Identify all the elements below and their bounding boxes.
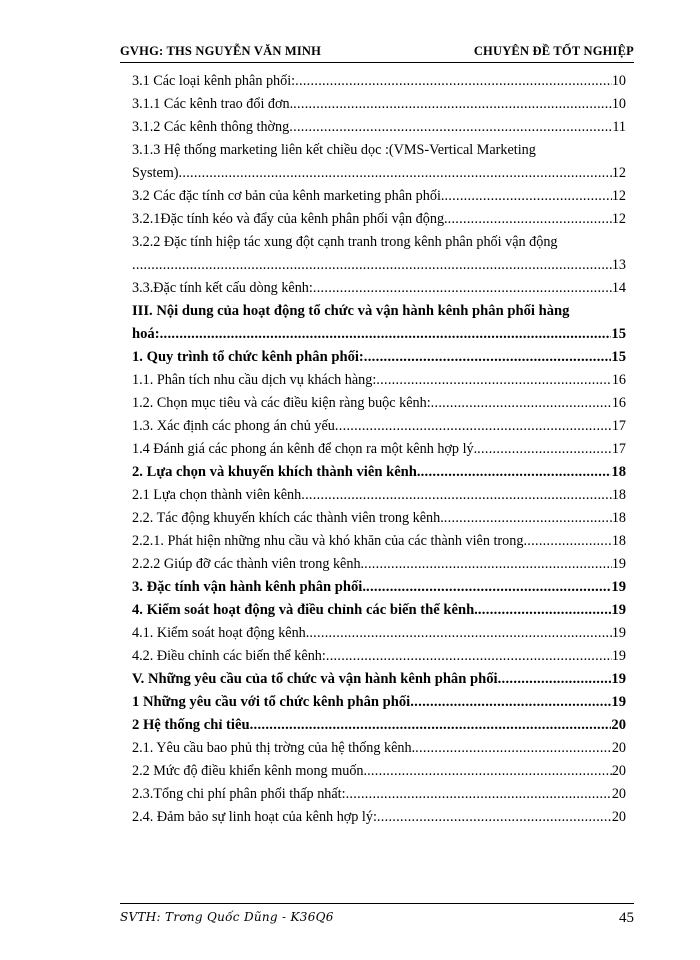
toc-entry-title: 1.1. Phân tích nhu cầu dịch vụ khách hàng:	[132, 372, 377, 388]
toc-entry-title: 3. Đặc tính vận hành kênh phân phối.	[132, 579, 367, 595]
footer-rule	[120, 903, 634, 904]
toc-entry-title: 2 Hệ thống chỉ tiêu	[132, 717, 250, 733]
toc-entry-page: 20	[611, 809, 626, 825]
toc-entry	[132, 507, 626, 530]
toc-entry	[132, 185, 626, 208]
toc-entry-page: 19	[611, 579, 626, 595]
toc-entry-page: 12	[611, 188, 626, 204]
toc-entry	[132, 139, 626, 162]
header-rule	[120, 62, 634, 63]
toc-entry-title: 3.1.2 Các kênh thông thờng	[132, 119, 290, 135]
toc-leader-dots	[346, 783, 612, 806]
toc-leader-dots	[410, 691, 611, 714]
toc-entry-page: 18	[611, 487, 626, 503]
toc-entry	[132, 622, 626, 645]
toc-entry	[132, 254, 626, 277]
toc-leader-dots	[448, 208, 612, 231]
toc-entry-page: 20	[611, 740, 626, 756]
toc-entry-title: 3.1 Các loại kênh phân phối:	[132, 73, 296, 89]
toc-entry-title: 1. Quy trình tổ chức kênh phân phối:	[132, 349, 364, 365]
toc-leader-dots	[309, 622, 611, 645]
toc-entry-title: 2.2. Tác động khuyến khích các thành viên trong kênh.	[132, 510, 444, 526]
toc-leader-dots	[326, 645, 612, 668]
toc-leader-dots	[421, 461, 612, 484]
toc-entry	[132, 783, 626, 806]
toc-entry-title: 2.1. Yêu cầu bao phủ thị trờng của hệ thống kênh.	[132, 740, 416, 756]
toc-entry-title: 1.4 Đánh giá các phong án kênh để chọn ra một kênh hợp lý.	[132, 441, 478, 457]
toc-entry	[132, 162, 626, 185]
toc-entry-title: 2.1 Lựa chọn thành viên kênh	[132, 487, 302, 503]
toc-entry-title: 3.2 Các đặc tính cơ bản của kênh marketing phân phối.	[132, 188, 445, 204]
toc-entry	[132, 392, 626, 415]
toc-entry	[132, 645, 626, 668]
toc-leader-dots	[477, 438, 612, 461]
toc-entry	[132, 438, 626, 461]
toc-entry-page: 19	[611, 648, 626, 664]
header-document-type: CHUYÊN ĐỀ TỐT NGHIỆP	[473, 44, 634, 58]
page-footer	[120, 908, 634, 932]
toc-entry-title: 2.4. Đảm bảo sự linh hoạt của kênh hợp lý:	[132, 809, 377, 825]
toc-entry-title: 2.3.Tổng chi phí phân phối thấp nhất:	[132, 786, 346, 802]
toc-leader-dots	[313, 277, 612, 300]
toc-entry	[132, 691, 626, 714]
toc-leader-dots	[364, 346, 612, 369]
toc-leader-dots	[376, 369, 612, 392]
toc-entry	[132, 553, 626, 576]
toc-entry-title: 2.2 Mức độ điều khiển kênh mong muốn.	[132, 763, 368, 779]
toc-leader-dots	[366, 576, 611, 599]
toc-entry-page: 18	[611, 464, 626, 480]
toc-entry-title: 4.1. Kiểm soát hoạt động kênh.	[132, 625, 310, 641]
toc-entry	[132, 231, 626, 254]
toc-leader-dots	[179, 162, 612, 185]
toc-entry-title: 1.2. Chọn mục tiêu và các điều kiện ràng buộc kênh:	[132, 395, 431, 411]
toc-leader-dots	[523, 530, 611, 553]
toc-entry-page: 20	[611, 763, 626, 779]
toc-entry-title: 1.3. Xác định các phong án chủ yếu	[132, 418, 335, 434]
toc-leader-dots	[444, 507, 612, 530]
toc-leader-dots	[250, 714, 612, 737]
toc-entry	[132, 323, 626, 346]
page-header	[120, 42, 634, 62]
toc-entry	[132, 484, 626, 507]
toc-entry-page: 10	[611, 96, 626, 112]
toc-entry	[132, 806, 626, 829]
toc-entry-page: 19	[611, 625, 626, 641]
toc-entry-title: 3.2.1Đặc tính kéo và đẩy của kênh phân phối vận động.	[132, 211, 448, 227]
toc-entry-page: 13	[611, 257, 626, 273]
toc-leader-dots	[301, 484, 612, 507]
toc-entry-page: 15	[611, 349, 626, 365]
toc-entry-page: 16	[611, 372, 626, 388]
toc-entry-title: 3.2.2 Đặc tính hiệp tác xung đột cạnh tranh trong kênh phân phối vận động	[132, 234, 558, 250]
toc-entry-page: 10	[611, 73, 626, 89]
toc-entry	[132, 208, 626, 231]
toc-entry-page: 20	[611, 786, 626, 802]
toc-entry	[132, 714, 626, 737]
toc-entry	[132, 70, 626, 93]
toc-leader-dots	[444, 185, 611, 208]
toc-entry	[132, 760, 626, 783]
toc-leader-dots	[289, 116, 612, 139]
toc-entry	[132, 369, 626, 392]
toc-entry	[132, 599, 626, 622]
toc-entry-title: hoá:	[132, 326, 160, 342]
page-number: 45	[619, 910, 634, 926]
toc-entry-title: III. Nội dung của hoạt động tổ chức và vận hành kênh phân phối hàng	[132, 303, 570, 319]
toc-entry-page: 20	[611, 717, 626, 733]
toc-entry-title: 4. Kiểm soát hoạt động và điều chỉnh các biến thể kênh.	[132, 602, 478, 618]
toc-entry-page: 19	[611, 671, 626, 687]
toc-entry-title: 4.2. Điều chỉnh các biến thể kênh:	[132, 648, 326, 664]
toc-entry-title: System)	[132, 165, 179, 181]
toc-entry	[132, 415, 626, 438]
toc-leader-dots	[415, 737, 612, 760]
toc-entry-title: 2.2.1. Phát hiện những nhu cầu và khó khăn của các thành viên trong	[132, 533, 524, 549]
toc-entry-page: 19	[611, 694, 626, 710]
toc-entry-page: 19	[611, 602, 626, 618]
toc-leader-dots	[160, 323, 612, 346]
toc-entry-page: 18	[611, 510, 626, 526]
toc-entry-page: 12	[611, 165, 626, 181]
toc-entry	[132, 461, 626, 484]
toc-leader-dots	[478, 599, 612, 622]
toc-entry-title: 2. Lựa chọn và khuyến khích thành viên kênh.	[132, 464, 421, 480]
toc-leader-dots	[295, 70, 612, 93]
toc-entry-title: 2.2.2 Giúp đỡ các thành viên trong kênh.	[132, 556, 365, 572]
toc-leader-dots	[132, 254, 612, 277]
toc-leader-dots	[498, 668, 612, 691]
toc-leader-dots	[377, 806, 612, 829]
toc-entry-page: 17	[611, 418, 626, 434]
toc-entry	[132, 93, 626, 116]
toc-entry-title: V. Những yêu cầu của tổ chức và vận hành kênh phân phối	[132, 671, 498, 687]
toc-entry	[132, 277, 626, 300]
toc-entry-page: 11	[612, 119, 626, 135]
toc-leader-dots	[431, 392, 612, 415]
toc-leader-dots	[335, 415, 612, 438]
toc-entry	[132, 576, 626, 599]
table-of-contents	[132, 70, 626, 829]
toc-entry	[132, 668, 626, 691]
toc-entry-title: 3.1.1 Các kênh trao đổi đơn.	[132, 96, 294, 112]
toc-entry-page: 19	[611, 556, 626, 572]
toc-leader-dots	[367, 760, 612, 783]
toc-entry-page: 14	[611, 280, 626, 296]
toc-leader-dots	[293, 93, 612, 116]
toc-entry	[132, 530, 626, 553]
toc-entry	[132, 116, 626, 139]
header-instructor: GVHG: THS NGUYỄN VĂN MINH	[120, 44, 322, 58]
toc-entry	[132, 346, 626, 369]
toc-entry-page: 18	[611, 533, 626, 549]
toc-entry-page: 17	[611, 441, 626, 457]
toc-entry-title: 3.3.Đặc tính kết cấu dòng kênh:	[132, 280, 313, 296]
footer-author: SVTH: Trơng Quốc Dũng - K36Q6	[120, 910, 334, 924]
toc-entry	[132, 737, 626, 760]
toc-leader-dots	[364, 553, 612, 576]
toc-entry-page: 15	[611, 326, 626, 342]
toc-entry-title: 1 Những yêu cầu với tổ chức kênh phân phối	[132, 694, 411, 710]
toc-entry-title: 3.1.3 Hệ thống marketing liên kết chiều dọc :(VMS-Vertical Marketing	[132, 142, 536, 158]
toc-entry	[132, 300, 626, 323]
toc-entry-page: 12	[611, 211, 626, 227]
toc-entry-page: 16	[611, 395, 626, 411]
